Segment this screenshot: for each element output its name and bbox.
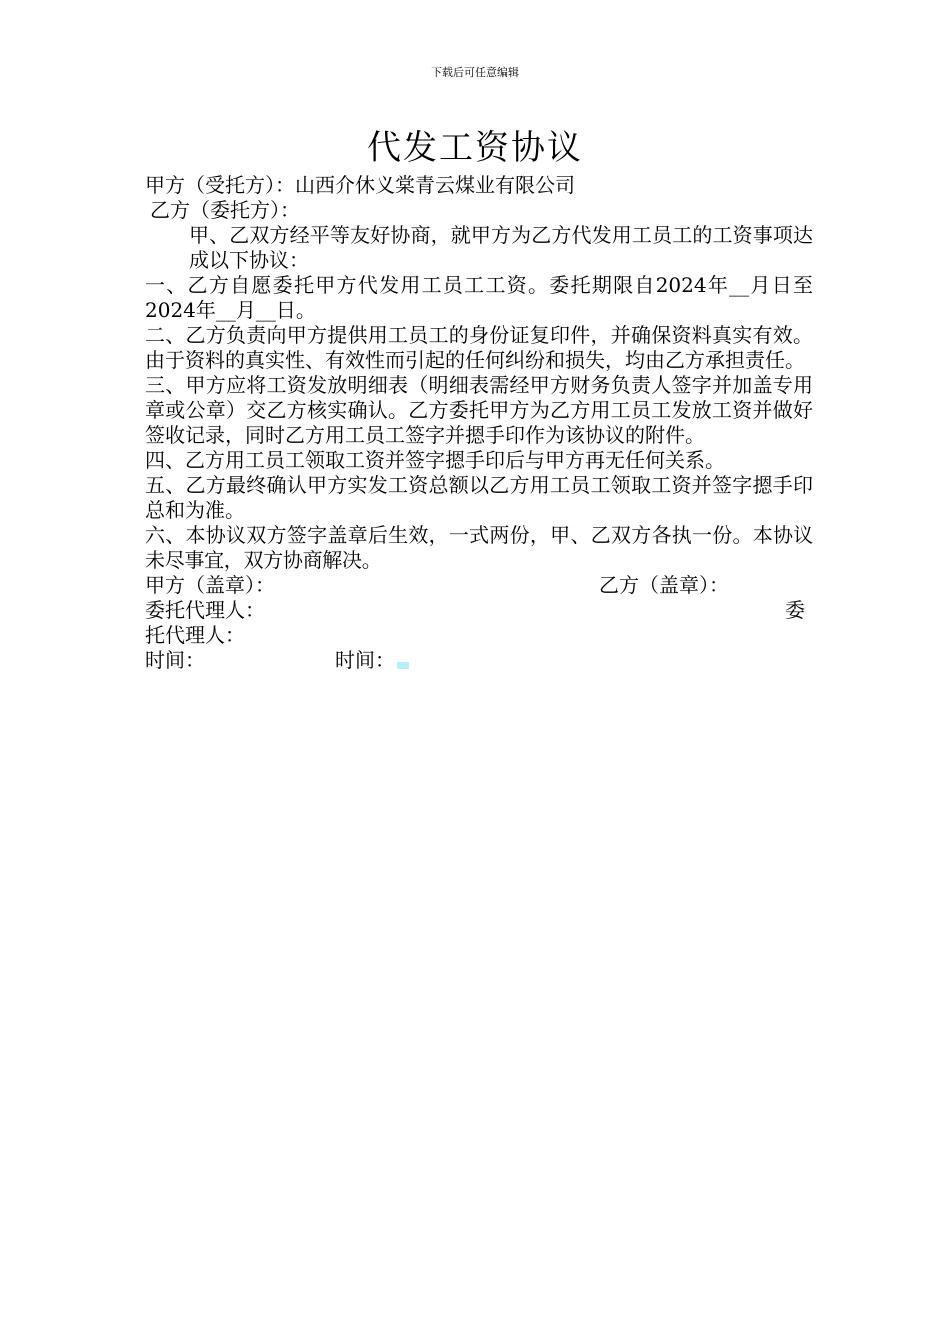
clause-4: 四、乙方用工员工领取工资并签字摁手印后与甲方再无任何关系。 — [145, 448, 725, 472]
time-row — [145, 648, 813, 673]
party-a-seal-label: 甲方（盖章）： — [145, 573, 275, 597]
agent-b-label-end: 托代理人： — [145, 623, 245, 647]
document-body — [145, 173, 813, 673]
intro-paragraph: 甲、乙双方经平等友好协商，就甲方为乙方代发用工员工的工资事项达成以下协议： — [189, 223, 813, 272]
clause-6: 六、本协议双方签字盖章后生效，一式两份，甲、乙双方各执一份。本协议未尽事宜，双方协商解决。 — [145, 523, 813, 572]
agent-row — [145, 598, 813, 623]
clause-3: 三、甲方应将工资发放明细表（明细表需经甲方财务负责人签字并加盖专用章或公章）交乙方核实确认。乙方委托甲方为乙方用工员工发放工资并做好签收记录，同时乙方用工员工签字并摁手印作为该协议的附件。 — [145, 373, 813, 447]
time-b-label — [335, 648, 409, 673]
party-a-line: 甲方（受托方）：山西介休义棠青云煤业有限公司 — [145, 173, 575, 197]
seal-row — [145, 573, 813, 598]
clause-1: 一、乙方自愿委托甲方代发用工员工工资。委托期限自2024年__月日至2024年__月__日。 — [145, 273, 813, 322]
agent-b-label-start: 委 — [785, 598, 805, 622]
time-a-label: 时间： — [145, 648, 205, 672]
clause-2: 二、乙方负责向甲方提供用工员工的身份证复印件，并确保资料真实有效。由于资料的真实性、有效性而引起的任何纠纷和损失，均由乙方承担责任。 — [145, 323, 813, 372]
page-header-note: 下载后可任意编辑 — [431, 66, 519, 79]
clause-5: 五、乙方最终确认甲方实发工资总额以乙方用工员工领取工资并签字摁手印总和为准。 — [145, 473, 813, 522]
agent-a-label: 委托代理人： — [145, 598, 265, 622]
party-b-line: 乙方（委托方）： — [150, 198, 300, 222]
document-title: 代发工资协议 — [367, 128, 583, 168]
party-b-seal-label: 乙方（盖章）： — [599, 573, 729, 597]
highlight-marker — [397, 662, 409, 669]
time-b-text: 时间： — [335, 648, 395, 672]
